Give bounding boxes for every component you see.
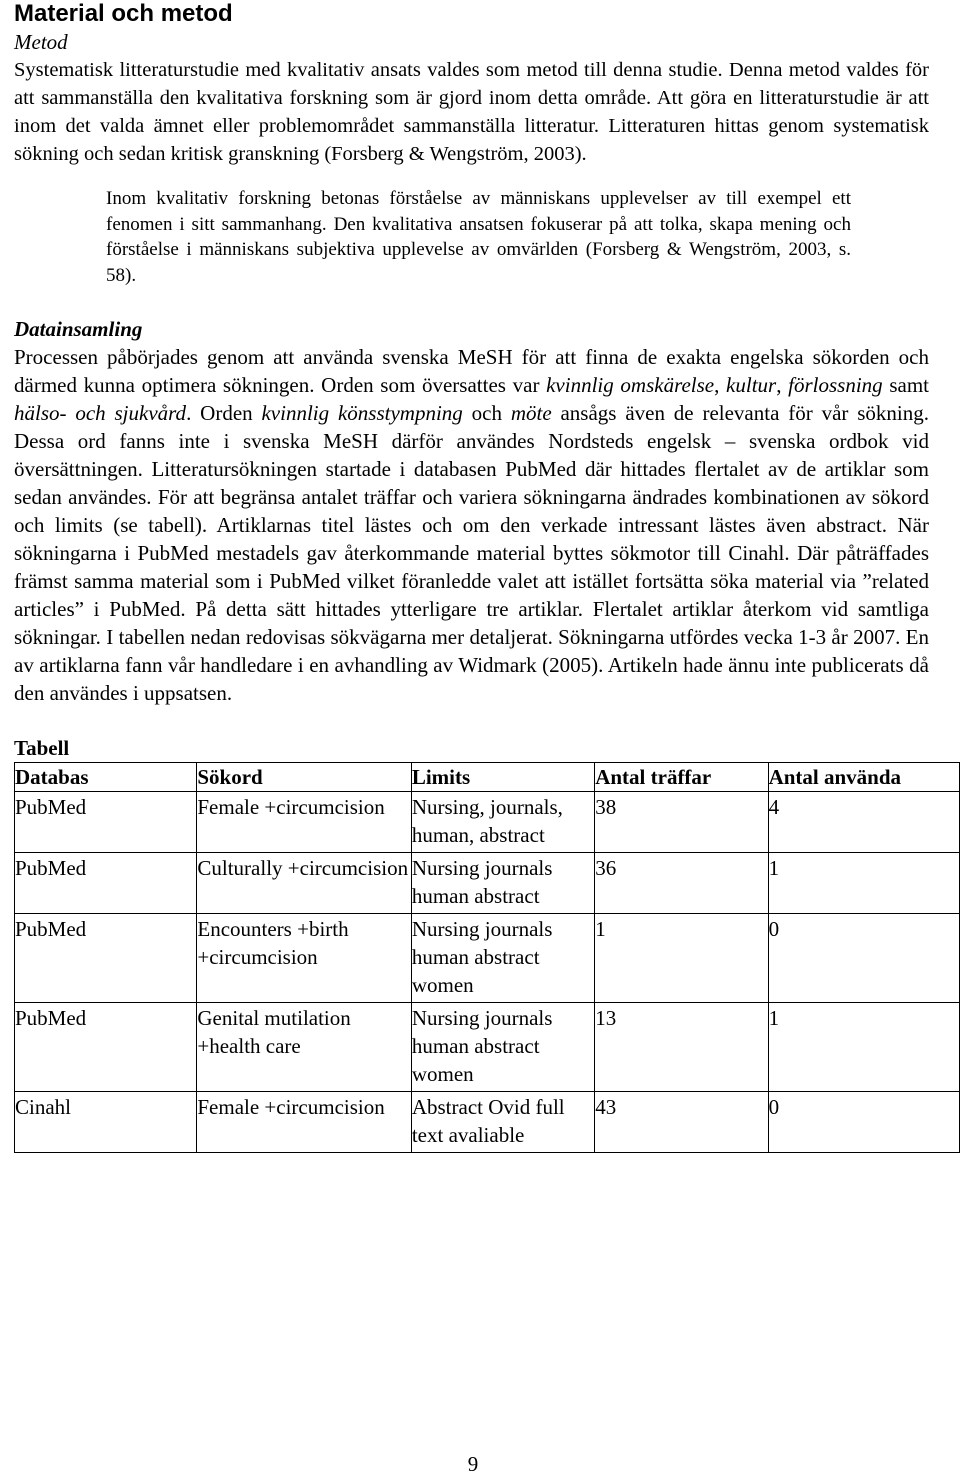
- italic-term: förlossning: [788, 373, 883, 397]
- cell-databas: PubMed: [15, 1003, 197, 1092]
- header-databas: Databas: [15, 763, 197, 792]
- cell-databas: PubMed: [15, 914, 197, 1003]
- cell-sokord: Genital mutilation +health care: [197, 1003, 411, 1092]
- table-row: [15, 1092, 960, 1153]
- table-row: [15, 914, 960, 1003]
- italic-term: kvinnlig könsstympning: [261, 401, 463, 425]
- cell-databas: Cinahl: [15, 1092, 197, 1153]
- search-table: [14, 762, 960, 1153]
- italic-term: kultur: [726, 373, 777, 397]
- block-quote: Inom kvalitativ forskning betonas förståelse av människans upplevelser av till exempel ett fenomen i sitt sammanhang. Den kvalitativa ansatsen fokuserar på att tolka, skapa mening och förståelse i människans subjektiva upplevelse av omvärlden (Forsberg & Wengström, 2003, s. 58).: [106, 188, 851, 286]
- metod-paragraph: Systematisk litteraturstudie med kvalitativ ansats valdes som metod till denna studie. Denna metod valdes för att sammanställa den kvalitativa forskning som är gjord inom detta område. Att göra en litteraturstudie är att inom det valda ämnet eller problemområdet sammanställa litteratur. Litteraturen hittas genom systematisk sökning och sedan kritisk granskning (Forsberg & Wengström, 2003).: [14, 59, 929, 165]
- cell-traffar: 1: [595, 914, 768, 1003]
- text-run: . Orden: [186, 401, 262, 425]
- cell-anvanda: 1: [768, 853, 959, 914]
- header-antal-anvanda: Antal använda: [768, 763, 959, 792]
- italic-term: möte: [510, 401, 552, 425]
- table-row: [15, 853, 960, 914]
- datainsamling-paragraph: [14, 343, 929, 707]
- datainsamling-subheading: Datainsamling: [14, 317, 143, 341]
- cell-anvanda: 0: [768, 1092, 959, 1153]
- cell-traffar: 36: [595, 853, 768, 914]
- table-header-row: [15, 763, 960, 792]
- cell-limits: Nursing journals human abstract women: [411, 914, 594, 1003]
- cell-anvanda: 4: [768, 792, 959, 853]
- text-run: ,: [714, 373, 727, 397]
- text-run: Processen påbörjades genom att använda svenska MeSH för att finna de exakta engelska sökorden och därmed kunna optimera sökningen. Orden som översattes var: [14, 345, 929, 397]
- cell-limits: Nursing, journals, human, abstract: [411, 792, 594, 853]
- text-run: och: [462, 401, 511, 425]
- section-heading: Material och metod: [14, 0, 233, 27]
- cell-traffar: 43: [595, 1092, 768, 1153]
- cell-limits: Nursing journals human abstract: [411, 853, 594, 914]
- cell-traffar: 13: [595, 1003, 768, 1092]
- cell-sokord: Female +circumcision: [197, 792, 411, 853]
- cell-traffar: 38: [595, 792, 768, 853]
- cell-limits: Nursing journals human abstract women: [411, 1003, 594, 1092]
- cell-anvanda: 0: [768, 914, 959, 1003]
- header-antal-traffar: Antal träffar: [595, 763, 768, 792]
- cell-sokord: Female +circumcision: [197, 1092, 411, 1153]
- table-row: [15, 1003, 960, 1092]
- cell-databas: PubMed: [15, 792, 197, 853]
- metod-subheading: Metod: [14, 30, 68, 54]
- cell-limits: Abstract Ovid full text avaliable: [411, 1092, 594, 1153]
- cell-sokord: Culturally +circumcision: [197, 853, 411, 914]
- cell-databas: PubMed: [15, 853, 197, 914]
- header-sokord: Sökord: [197, 763, 411, 792]
- italic-term: kvinnlig omskärelse: [546, 373, 715, 397]
- italic-term: hälso- och sjukvård: [14, 401, 187, 425]
- cell-sokord: Encounters +birth +circumcision: [197, 914, 411, 1003]
- text-run: ansågs även de relevanta för vår sökning. Dessa ord fanns inte i svenska MeSH därför användes Nordsteds engelsk – svenska ordbok vid översättningen. Litteratursökningen startade i databasen PubMed där hittades flertalet av de artiklar som sedan användes. För att begränsa antalet träffar och variera sökningarna ändrades kombinationen av sökord och limits (se tabell). Artiklarnas titel lästes och om den verkade intressant lästes även abstract. När sökningarna i PubMed mestadels gav återkommande material byttes sökmotor till Cinahl. Där påträffades främst samma material som i PubMed vilket föranledde valet att istället fortsätta söka material via ”related articles” i PubMed. På detta sätt hittades ytterligare tre artiklar. Flertalet artiklar återkom vid samtliga sökningar. I tabellen nedan redovisas sökvägarna mer detaljerat. Sökningarna utfördes vecka 1-3 år 2007. En av artiklarna fann vår handledare i en avhandling av Widmark (2005). Artikeln hade ännu inte publicerats då den användes i uppsatsen.: [14, 401, 929, 705]
- table-row: [15, 792, 960, 853]
- page-number: 9: [467, 1452, 479, 1476]
- document-page: [14, 0, 929, 1153]
- cell-anvanda: 1: [768, 1003, 959, 1092]
- text-run: ,: [776, 373, 789, 397]
- table-title: Tabell: [14, 736, 70, 760]
- header-limits: Limits: [411, 763, 594, 792]
- text-run: samt: [882, 373, 929, 397]
